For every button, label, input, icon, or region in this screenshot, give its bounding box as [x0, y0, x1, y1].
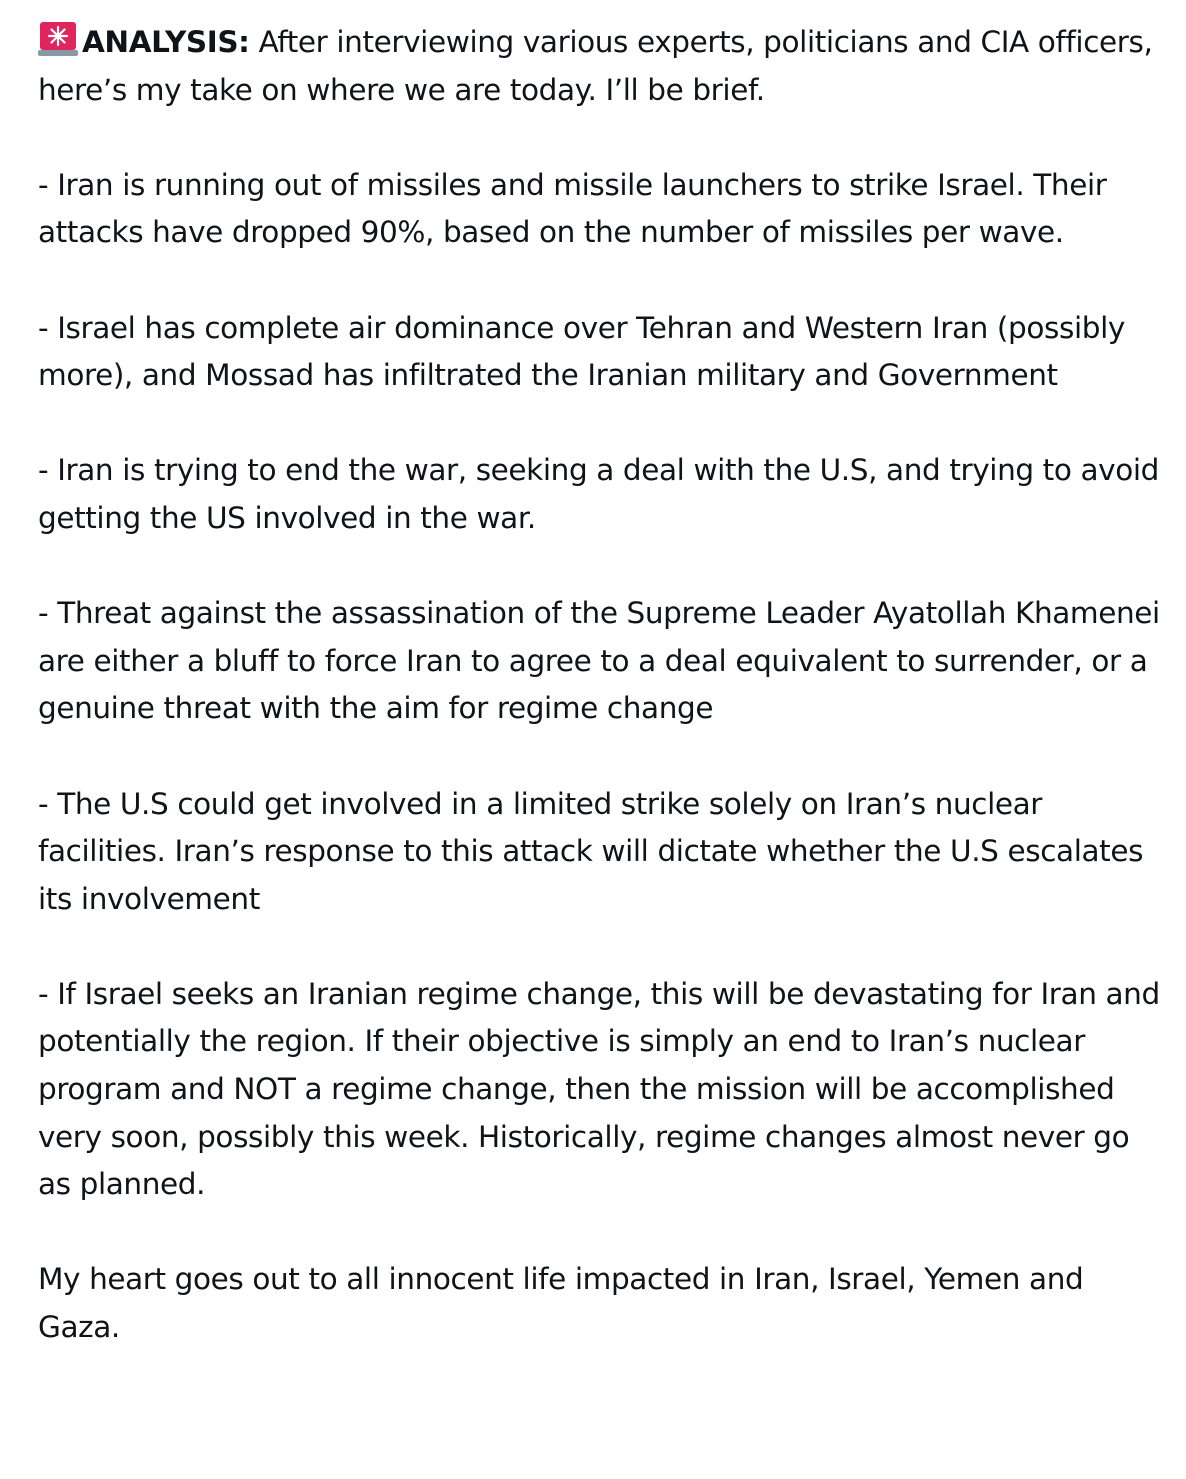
- bullet-point: - Threat against the assassination of the Supreme Leader Ayatollah Khamenei are either a bluff to force Iran to agree to a deal equivalent to surrender, or a genuine threat with the aim for regime change: [38, 596, 1160, 726]
- bullet-point: - If Israel seeks an Iranian regime change, this will be devastating for Iran and potentially the region. If their objective is simply an end to Iran’s nuclear program and NOT a regime change, then the mission will be accomplished very soon, possibly this week. Historically, regime changes almost never go as planned.: [38, 976, 1160, 1202]
- bullet-point: - The U.S could get involved in a limited strike solely on Iran’s nuclear facilities. Iran’s response to this attack will dictate whether the U.S escalates its involvement: [38, 786, 1144, 916]
- closing-paragraph: My heart goes out to all innocent life impacted in Iran, Israel, Yemen and Gaza.: [38, 1262, 1084, 1345]
- analysis-label: ANALYSIS:: [82, 25, 250, 59]
- post-intro-paragraph: [38, 19, 1166, 114]
- bullet-point: - Iran is trying to end the war, seeking a deal with the U.S, and trying to avoid getting the US involved in the war.: [38, 453, 1159, 535]
- post-body: [38, 19, 1166, 1352]
- police-car-light-icon: [38, 19, 78, 59]
- bullet-point: - Iran is running out of missiles and missile launchers to strike Israel. Their attacks have dropped 90%, based on the number of missiles per wave.: [38, 167, 1107, 250]
- bullet-point: - Israel has complete air dominance over Tehran and Western Iran (possibly more), and Mossad has infiltrated the Iranian military and Government: [38, 310, 1125, 393]
- intro-text: After interviewing various experts, politicians and CIA officers, here’s my take on where we are today. I’ll be brief.: [38, 25, 1153, 107]
